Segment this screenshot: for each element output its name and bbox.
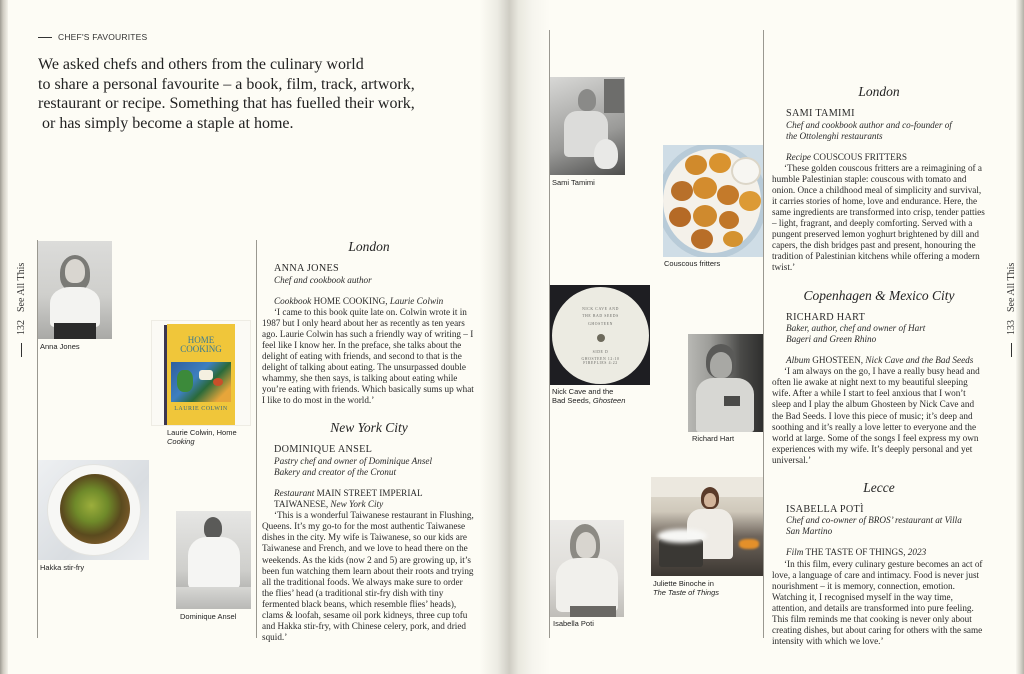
left-text-column bbox=[262, 239, 476, 657]
book-cover-title: HOME COOKING bbox=[180, 335, 222, 354]
entry-sami-tamimi bbox=[772, 84, 986, 274]
city-heading: Lecce bbox=[863, 479, 895, 495]
anna-jones-caption: Anna Jones bbox=[40, 342, 80, 351]
favourite-line: Cookbook HOME COOKING, Laurie Colwin bbox=[274, 295, 444, 306]
ghosteen-record-photo bbox=[550, 285, 650, 385]
couscous-fritters-caption: Couscous fritters bbox=[664, 259, 721, 268]
book-cover-author: LAURIE COLWIN bbox=[174, 406, 228, 412]
juliette-binoche-caption: Juliette Binoche in The Taste of Things bbox=[653, 579, 720, 597]
magazine-title: See All This bbox=[16, 262, 27, 312]
record-track: GHOSTEEN 12:10 bbox=[581, 357, 620, 361]
anna-jones-photo bbox=[38, 241, 112, 339]
favourite-line: Recipe COUSCOUS FRITTERS bbox=[786, 151, 907, 162]
intro-line: We asked chefs and others from the culinary world bbox=[38, 56, 364, 73]
chef-name: DOMINIQUE ANSEL bbox=[274, 444, 373, 456]
chef-role: Chef and co-owner of BROS’ restaurant at Villa San Martino bbox=[786, 515, 962, 537]
quote-body: ‘These golden couscous fritters are a reimagining of a humble Palestinian staple: couscous with tomato and onion. Once a childhood meal of simplicity and survival, it carries stories of home, love and endurance. Here, the same ingredients are transformed into crisp, tender patties – light, fragrant, and deeply comforting. Served with a pungent preserved lemon yoghurt brightened by dill and capers, the dish bridges past and present, honouring the tradition of Palestinian kitchens while offering a modern twist.’ bbox=[772, 162, 985, 273]
richard-hart-caption: Richard Hart bbox=[692, 434, 735, 443]
intro-paragraph bbox=[38, 55, 438, 133]
right-page-edge bbox=[1016, 0, 1024, 674]
chef-role: Pastry chef and owner of Dominique Ansel Bakery and creator of the Cronut bbox=[274, 455, 433, 477]
city-heading: Copenhagen & Mexico City bbox=[803, 287, 955, 303]
richard-hart-photo bbox=[688, 334, 763, 432]
home-cooking-caption: Laurie Colwin, Home Cooking bbox=[167, 428, 237, 446]
magazine-title: See All This bbox=[1006, 262, 1017, 312]
chef-name: ANNA JONES bbox=[274, 263, 339, 274]
isabella-poti-caption: Isabella Poti bbox=[553, 619, 594, 628]
right-text-column bbox=[772, 84, 986, 661]
entry-richard-hart bbox=[772, 288, 986, 466]
sami-tamimi-caption: Sami Tamimi bbox=[552, 178, 595, 187]
chef-name: ISABELLA POTÌ bbox=[786, 503, 864, 515]
intro-line: or has simply become a staple at home. bbox=[38, 114, 294, 132]
chef-name: RICHARD HART bbox=[786, 311, 866, 323]
favourite-line: Restaurant MAIN STREET IMPERIAL TAIWANESE, New York City bbox=[274, 487, 423, 510]
quote-body: ‘I came to this book quite late on. Colwin wrote it in 1987 but I only heard about her as recently as ten years ago. Laurie Colwin has such a friendly way of writing – I feel like I know her. In the preface, she talks about the delight of eating with friends, and second to that is the delight of talking about eating. The unsurpassed double whammy, she then says, is talking about eating while you’re eating with friends. Which basically sums up what I like to do most in the world.’ bbox=[262, 306, 474, 406]
spine-gutter bbox=[480, 0, 550, 674]
record-label-line: GHOSTEEN bbox=[588, 322, 613, 326]
ghosteen-caption: Nick Cave and the Bad Seeds, Ghosteen bbox=[552, 387, 626, 405]
dominique-ansel-caption: Dominique Ansel bbox=[180, 612, 237, 621]
left-page-rule-inner bbox=[256, 240, 257, 638]
entry-isabella-poti bbox=[772, 480, 986, 647]
hakka-stir-fry-caption: Hakka stir-fry bbox=[40, 563, 85, 572]
folio-bar bbox=[1011, 343, 1013, 357]
home-cooking-book-image bbox=[151, 320, 251, 426]
favourite-line: Film THE TASTE OF THINGS, 2023 bbox=[786, 547, 927, 558]
right-page-rule-outer bbox=[763, 30, 764, 638]
left-page-edge bbox=[0, 0, 8, 674]
folio-left bbox=[16, 263, 27, 357]
folio-bar bbox=[21, 343, 23, 357]
quote-body: ‘In this film, every culinary gesture becomes an act of love, a language of care and intimacy. Food is never just nourishment – it is memory, connection, emotion. Watching it, I recognised myself in the way time, attention, and details are transformed into pure feeling. This film reminds me that cooking is never only about creating dishes, but about caring for others with the same intensity with which we love.’ bbox=[772, 558, 983, 647]
favourite-line: Album GHOSTEEN, Nick Cave and the Bad Seeds bbox=[786, 355, 974, 366]
city-heading: London bbox=[348, 239, 390, 254]
quote-body: ‘This is a wonderful Taiwanese restaurant in Flushing, Queens. It’s my go-to for the most authentic Taiwanese dishes in the city. My wife is Taiwanese, so our kids are Taiwanese and French, and we love to head there on the weekends. As the kids (now 2 and 5) are growing up, it’s been fun watching them learn about their roots and trying all the traditional foods. We always make sure to order the flies’ head (a traditional stir-fry dish with tiny fermented black beans, which resemble flies’ heads), clams & loofah, sesame oil pork kidneys, three cup tofu and Hakka stir-fry, with Chinese celery, pork, and dried squid.’ bbox=[262, 510, 474, 643]
record-side: SIDE D bbox=[592, 350, 609, 354]
quote-body: ‘I am always on the go, I have a really busy head and often lie awake at night next to my beautiful sleeping wife. After a while I start to feel anxious that I won’t sleep and I play the album Ghosteen by Nick Cave and the Bad Seeds. I love this piece of music; it’s deep and soothing and it’s really a love letter to everyone and the world at large. Some of the songs I feel express my own experiences with my wife. It’s deeply personal and yet universal.’ bbox=[772, 366, 980, 465]
record-label-line: NICK CAVE AND bbox=[582, 307, 619, 311]
kicker-label: CHEF'S FAVOURITES bbox=[58, 32, 148, 42]
record-label-line: THE BAD SEEDS bbox=[582, 314, 619, 318]
entry-dominique-ansel bbox=[262, 420, 476, 643]
chef-role: Baker, author, chef and owner of Hart Bageri and Green Rhino bbox=[786, 323, 926, 345]
juliette-binoche-photo bbox=[651, 477, 763, 576]
folio-right bbox=[1006, 263, 1017, 357]
intro-line: to share a personal favourite – a book, film, track, artwork, bbox=[38, 75, 415, 93]
intro-line: restaurant or recipe. Something that has fuelled their work, bbox=[38, 95, 415, 112]
sami-tamimi-photo bbox=[550, 77, 625, 175]
chef-name: SAMI TAMIMI bbox=[786, 108, 855, 119]
isabella-poti-photo bbox=[550, 520, 624, 617]
chef-role: Chef and cookbook author and co-founder of the Ottolenghi restaurants bbox=[786, 119, 952, 141]
chef-role: Chef and cookbook author bbox=[274, 274, 372, 285]
couscous-fritters-photo bbox=[663, 145, 763, 257]
hakka-stir-fry-photo bbox=[38, 460, 149, 560]
city-heading: London bbox=[858, 84, 900, 99]
section-kicker bbox=[38, 32, 147, 42]
dominique-ansel-photo bbox=[176, 511, 251, 609]
entry-anna-jones bbox=[262, 239, 476, 406]
city-heading: New York City bbox=[330, 420, 408, 436]
page-number: 133 bbox=[1006, 320, 1017, 335]
page-number: 132 bbox=[16, 320, 27, 335]
kicker-dash bbox=[38, 37, 52, 38]
record-track: FIREFLIES 4:22 bbox=[583, 361, 618, 365]
